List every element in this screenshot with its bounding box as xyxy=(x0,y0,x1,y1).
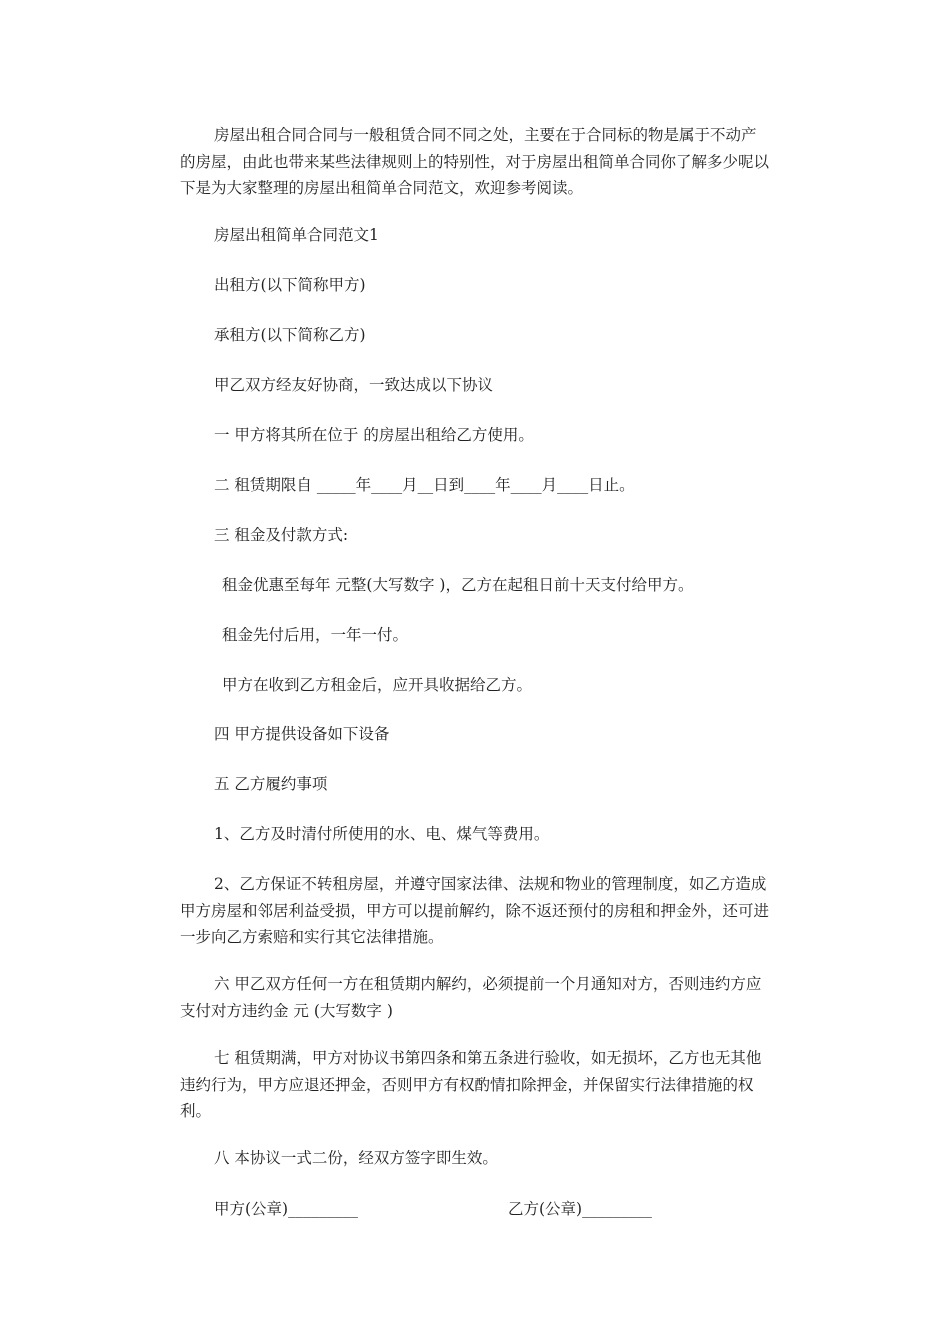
clause-3c: 甲方在收到乙方租金后，应开具收据给乙方。 xyxy=(222,676,533,694)
clause-3b: 租金先付后用，一年一付。 xyxy=(222,626,409,644)
clause-4: 四 甲方提供设备如下设备 xyxy=(214,725,390,743)
clause-5a: 1、乙方及时清付所使用的水、电、煤气等费用。 xyxy=(214,825,550,843)
clause-5b: 2、乙方保证不转租房屋，并遵守国家法律、法规和物业的管理制度，如乙方造成甲方房屋和邻居利益受损，甲方可以提前解约，除不返还预付的房租和押金外，还可进一步向乙方索赔和实行其它法律措施。 xyxy=(180,875,770,946)
clause-7: 七 租赁期满，甲方对协议书第四条和第五条进行验收，如无损坏，乙方也无其他违约行为，甲方应退还押金，否则甲方有权酌情扣除押金，并保留实行法律措施的权利。 xyxy=(180,1049,762,1120)
clause-3: 三 租金及付款方式: xyxy=(214,526,349,544)
clause-8: 八 本协议一式二份，经双方签字即生效。 xyxy=(214,1149,498,1167)
signature-party-b: 乙方(公章)_________ xyxy=(508,1200,652,1218)
intro-paragraph: 房屋出租合同合同与一般租赁合同不同之处，主要在于合同标的物是属于不动产的房屋，由此也带来某些法律规则上的特别性，对于房屋出租简单合同你了解多少呢以下是为大家整理的房屋出租简单合同范文，欢迎参考阅读。 xyxy=(180,126,770,197)
lessee-line: 承租方(以下简称乙方) xyxy=(214,326,366,344)
clause-5: 五 乙方履约事项 xyxy=(214,775,328,793)
clause-1: 一 甲方将其所在位于 的房屋出租给乙方使用。 xyxy=(214,426,534,444)
clause-3a: 租金优惠至每年 元整(大写数字 )，乙方在起租日前十天支付给甲方。 xyxy=(222,576,694,594)
signature-party-a: 甲方(公章)_________ xyxy=(214,1200,358,1218)
clause-6: 六 甲乙双方任何一方在租赁期内解约，必须提前一个月通知对方，否则违约方应支付对方违约金 元 (大写数字 ) xyxy=(180,975,762,1020)
lessor-line: 出租方(以下简称甲方) xyxy=(214,276,366,294)
agreement-line: 甲乙双方经友好协商，一致达成以下协议 xyxy=(214,376,494,394)
contract-heading: 房屋出租简单合同范文1 xyxy=(214,226,379,244)
clause-2: 二 租赁期限自 _____年____月__日到____年____月____日止。 xyxy=(214,476,635,494)
